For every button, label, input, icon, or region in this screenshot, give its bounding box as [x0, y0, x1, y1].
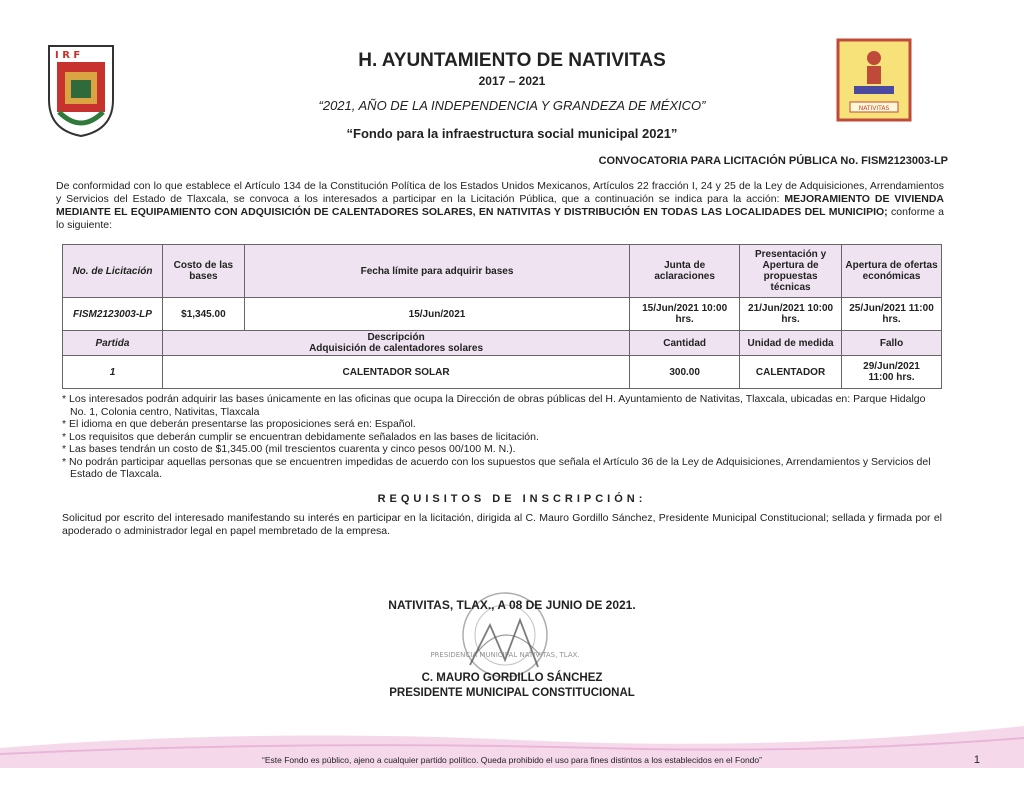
header-cell: Partida	[63, 331, 163, 356]
intro-text: De conformidad con lo que establece el Artículo 134 de la Constitución Política de los Estados Unidos Mexicanos, Artículos 22 fracción I, 24 y 25 de la Ley de Adquisiciones, Arrendamientos y Servicios del Estado de Tlaxcala, se convoca a los interesados a participar en la Licitación Pública, que a continuación se indica para la acción:	[56, 180, 944, 205]
table-cell: 1	[63, 356, 163, 389]
signer-name: C. MAURO GORDILLO SÁNCHEZ	[421, 672, 603, 684]
table-row	[63, 356, 942, 389]
convocatoria-number: CONVOCATORIA PARA LICITACIÓN PÚBLICA No. FISM2123003-LP	[598, 155, 948, 167]
table-cell: 21/Jun/2021 10:00 hrs.	[740, 298, 842, 331]
list-item: * Los interesados podrán adquirir las bases únicamente en las oficinas que ocupa la Dirección de obras públicas del H. Ayuntamiento de Nativitas, Tlaxcala, ubicadas en: Parque Hidalgo No. 1, Colonia centro, Nativitas, Tlaxcala	[62, 393, 942, 418]
fund-name: “Fondo para la infraestructura social municipal 2021”	[346, 126, 678, 141]
table-cell-line: 11:00 hrs.	[868, 372, 915, 383]
header-cell: Fecha límite para adquirir bases	[244, 245, 629, 298]
table-cell: FISM2123003-LP	[63, 298, 163, 331]
table-cell: CALENTADOR SOLAR	[162, 356, 629, 389]
signer-role: PRESIDENTE MUNICIPAL CONSTITUCIONAL	[389, 687, 635, 699]
header-cell-line: Descripción	[367, 332, 425, 343]
list-item: * El idioma en que deberán presentarse las proposiciones será en: Español.	[62, 418, 942, 431]
requirements-text: Solicitud por escrito del interesado manifestando su interés en participar en la licitación, dirigida al C. Mauro Gordillo Sánchez, Presidente Municipal Constitucional; sellada y firmada por el apoderado o administrador legal en papel membretado de la empresa.	[62, 512, 942, 537]
header-cell: Junta de aclaraciones	[630, 245, 740, 298]
list-item: * No podrán participar aquellas personas que se encuentren impedidas de acuerdo con los supuestos que señala el Artículo 36 de la Ley de Adquisiciones, Arrendamientos y Servicios del Estado de Tlaxcala.	[62, 456, 942, 481]
list-item: * Las bases tendrán un costo de $1,345.00 (mil trescientos cuarenta y cinco pesos 00/100 M. N.).	[62, 443, 942, 456]
logo-letters: I R F	[55, 50, 81, 61]
table-cell: 15/Jun/2021	[244, 298, 629, 331]
header-cell: Presentación y Apertura de propuestas técnicas	[740, 245, 842, 298]
page-number: 1	[973, 754, 980, 766]
document-title: H. AYUNTAMIENTO DE NATIVITAS	[358, 50, 666, 71]
logo-caption: NATIVITAS	[858, 105, 890, 112]
table-cell	[842, 356, 942, 389]
table-cell-line: 29/Jun/2021	[863, 361, 920, 372]
header-cell	[162, 331, 629, 356]
table-row	[63, 298, 942, 331]
table-cell: $1,345.00	[162, 298, 244, 331]
year-motto: “2021, AÑO DE LA INDEPENDENCIA Y GRANDEZA DE MÉXICO”	[318, 98, 706, 113]
table-header-row	[63, 245, 942, 298]
header-cell: Unidad de medida	[740, 331, 842, 356]
table-cell: 300.00	[630, 356, 740, 389]
intro-paragraph	[56, 180, 944, 232]
requirements-heading: REQUISITOS DE INSCRIPCIÓN:	[377, 493, 647, 505]
table-cell: 15/Jun/2021 10:00 hrs.	[630, 298, 740, 331]
header-cell: Cantidad	[630, 331, 740, 356]
table-header-row	[63, 331, 942, 356]
list-item: * Los requisitos que deberán cumplir se encuentran debidamente señalados en las bases de licitación.	[62, 431, 942, 444]
header-cell: Apertura de ofertas económicas	[842, 245, 942, 298]
footer-disclaimer: “Este Fondo es público, ajeno a cualquier partido político. Queda prohibido el uso para fines distintos a los establecidos en el Fondo”	[262, 755, 762, 765]
header-cell: No. de Licitación	[63, 245, 163, 298]
table-cell: CALENTADOR	[740, 356, 842, 389]
header-cell: Fallo	[842, 331, 942, 356]
notes-list	[62, 393, 942, 481]
intro-tail: conforme a lo siguiente:	[56, 206, 945, 231]
header-cell-line: Adquisición de calentadores solares	[309, 343, 484, 354]
stamp-text: PRESIDENCIA MUNICIPAL NATIVITAS, TLAX.	[430, 651, 580, 659]
table-cell: 25/Jun/2021 11:00 hrs.	[842, 298, 942, 331]
header-cell: Costo de las bases	[162, 245, 244, 298]
administration-years: 2017 – 2021	[478, 74, 546, 88]
action-name: MEJORAMIENTO DE VIVIENDA MEDIANTE EL EQUIPAMIENTO CON ADQUISICIÓN DE CALENTADORES SOLARES, EN NATIVITAS Y DISTRIBUCIÓN EN TODAS LAS LOCALIDADES DEL MUNICIPIO;	[56, 193, 944, 218]
bid-table	[62, 244, 942, 389]
place-and-date: NATIVITAS, TLAX., A 08 DE JUNIO DE 2021.	[388, 598, 636, 612]
